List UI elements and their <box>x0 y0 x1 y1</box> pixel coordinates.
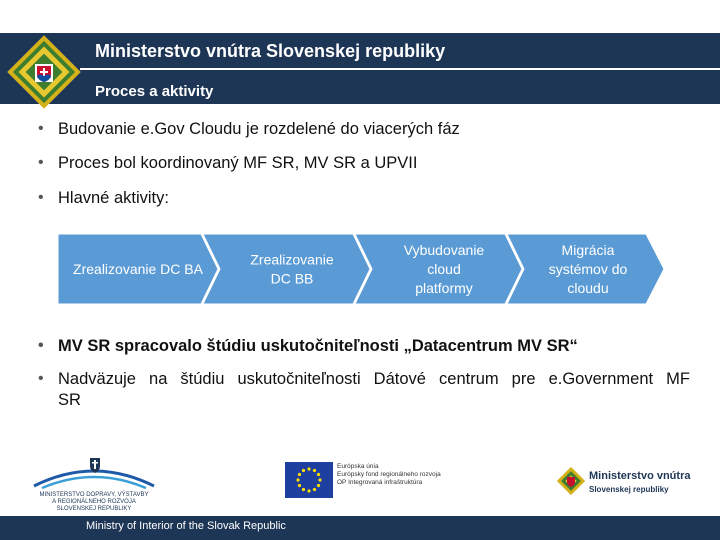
eu-star-icon <box>307 467 310 470</box>
partner-logos <box>0 450 720 510</box>
header-subtitle: Proces a aktivity <box>95 83 214 100</box>
eu-star-icon <box>313 469 316 472</box>
bullet-dot-icon: • <box>38 370 44 387</box>
interior-ministry-name: Ministerstvo vnútra <box>589 470 691 482</box>
transport-logo-line: A REGIONÁLNEHO ROZVOJA <box>52 499 136 505</box>
ministry-emblem-logo <box>5 33 83 111</box>
eu-flag-icon <box>285 462 333 498</box>
eu-star-icon <box>298 484 301 487</box>
eu-star-icon <box>317 473 320 476</box>
transport-logo-line: SLOVENSKEJ REPUBLIKY <box>56 506 132 512</box>
eu-star-icon <box>296 478 299 481</box>
eu-star-icon <box>313 488 316 491</box>
eu-star-icon <box>317 484 320 487</box>
eu-star-icon <box>307 489 310 492</box>
bullet-dot-icon: • <box>38 154 44 171</box>
header-title: Ministerstvo vnútra Slovenskej republiky <box>95 41 446 61</box>
process-step-label: DC BB <box>270 270 314 287</box>
process-step-label: cloud <box>427 261 461 277</box>
process-step-label: Migrácia <box>561 242 615 258</box>
process-step-label: systémov do <box>548 261 628 277</box>
process-step-label: Zrealizovanie DC BA <box>73 261 203 277</box>
bullet-dot-icon: • <box>38 189 44 206</box>
transport-logo-line: MINISTERSTVO DOPRAVY, VÝSTAVBY <box>39 492 149 498</box>
footer-text: Ministry of Interior of the Slovak Republic <box>86 520 286 532</box>
eu-star-icon <box>318 478 321 481</box>
transport-ministry-logo <box>28 456 160 512</box>
eu-star-icon <box>302 488 305 491</box>
eu-star-icon <box>298 473 301 476</box>
process-step-label: platformy <box>415 280 473 296</box>
interior-ministry-subname: Slovenskej republiky <box>589 485 669 494</box>
bullet-dot-icon: • <box>38 337 44 354</box>
bullet-text-line: SR <box>58 391 81 409</box>
eu-fund-text: Európska únia Európsky fond regionálneho rozvoja OP Integrovaná infraštruktúra <box>337 463 441 486</box>
process-step-label: Zrealizovanie <box>250 251 334 268</box>
process-step-label: Vybudovanie <box>403 242 485 258</box>
bullet-text-line: Nadväzuje na štúdiu uskutočniteľnosti Dátové centrum pre e.Government MF <box>58 370 690 388</box>
process-step-2-arrow <box>203 234 370 304</box>
header-divider <box>80 68 720 70</box>
process-diagram <box>58 234 664 304</box>
bullet-dot-icon: • <box>38 120 44 137</box>
eu-star-icon <box>302 469 305 472</box>
process-step-label: cloudu <box>567 280 609 296</box>
interior-ministry-small-logo <box>556 466 586 496</box>
